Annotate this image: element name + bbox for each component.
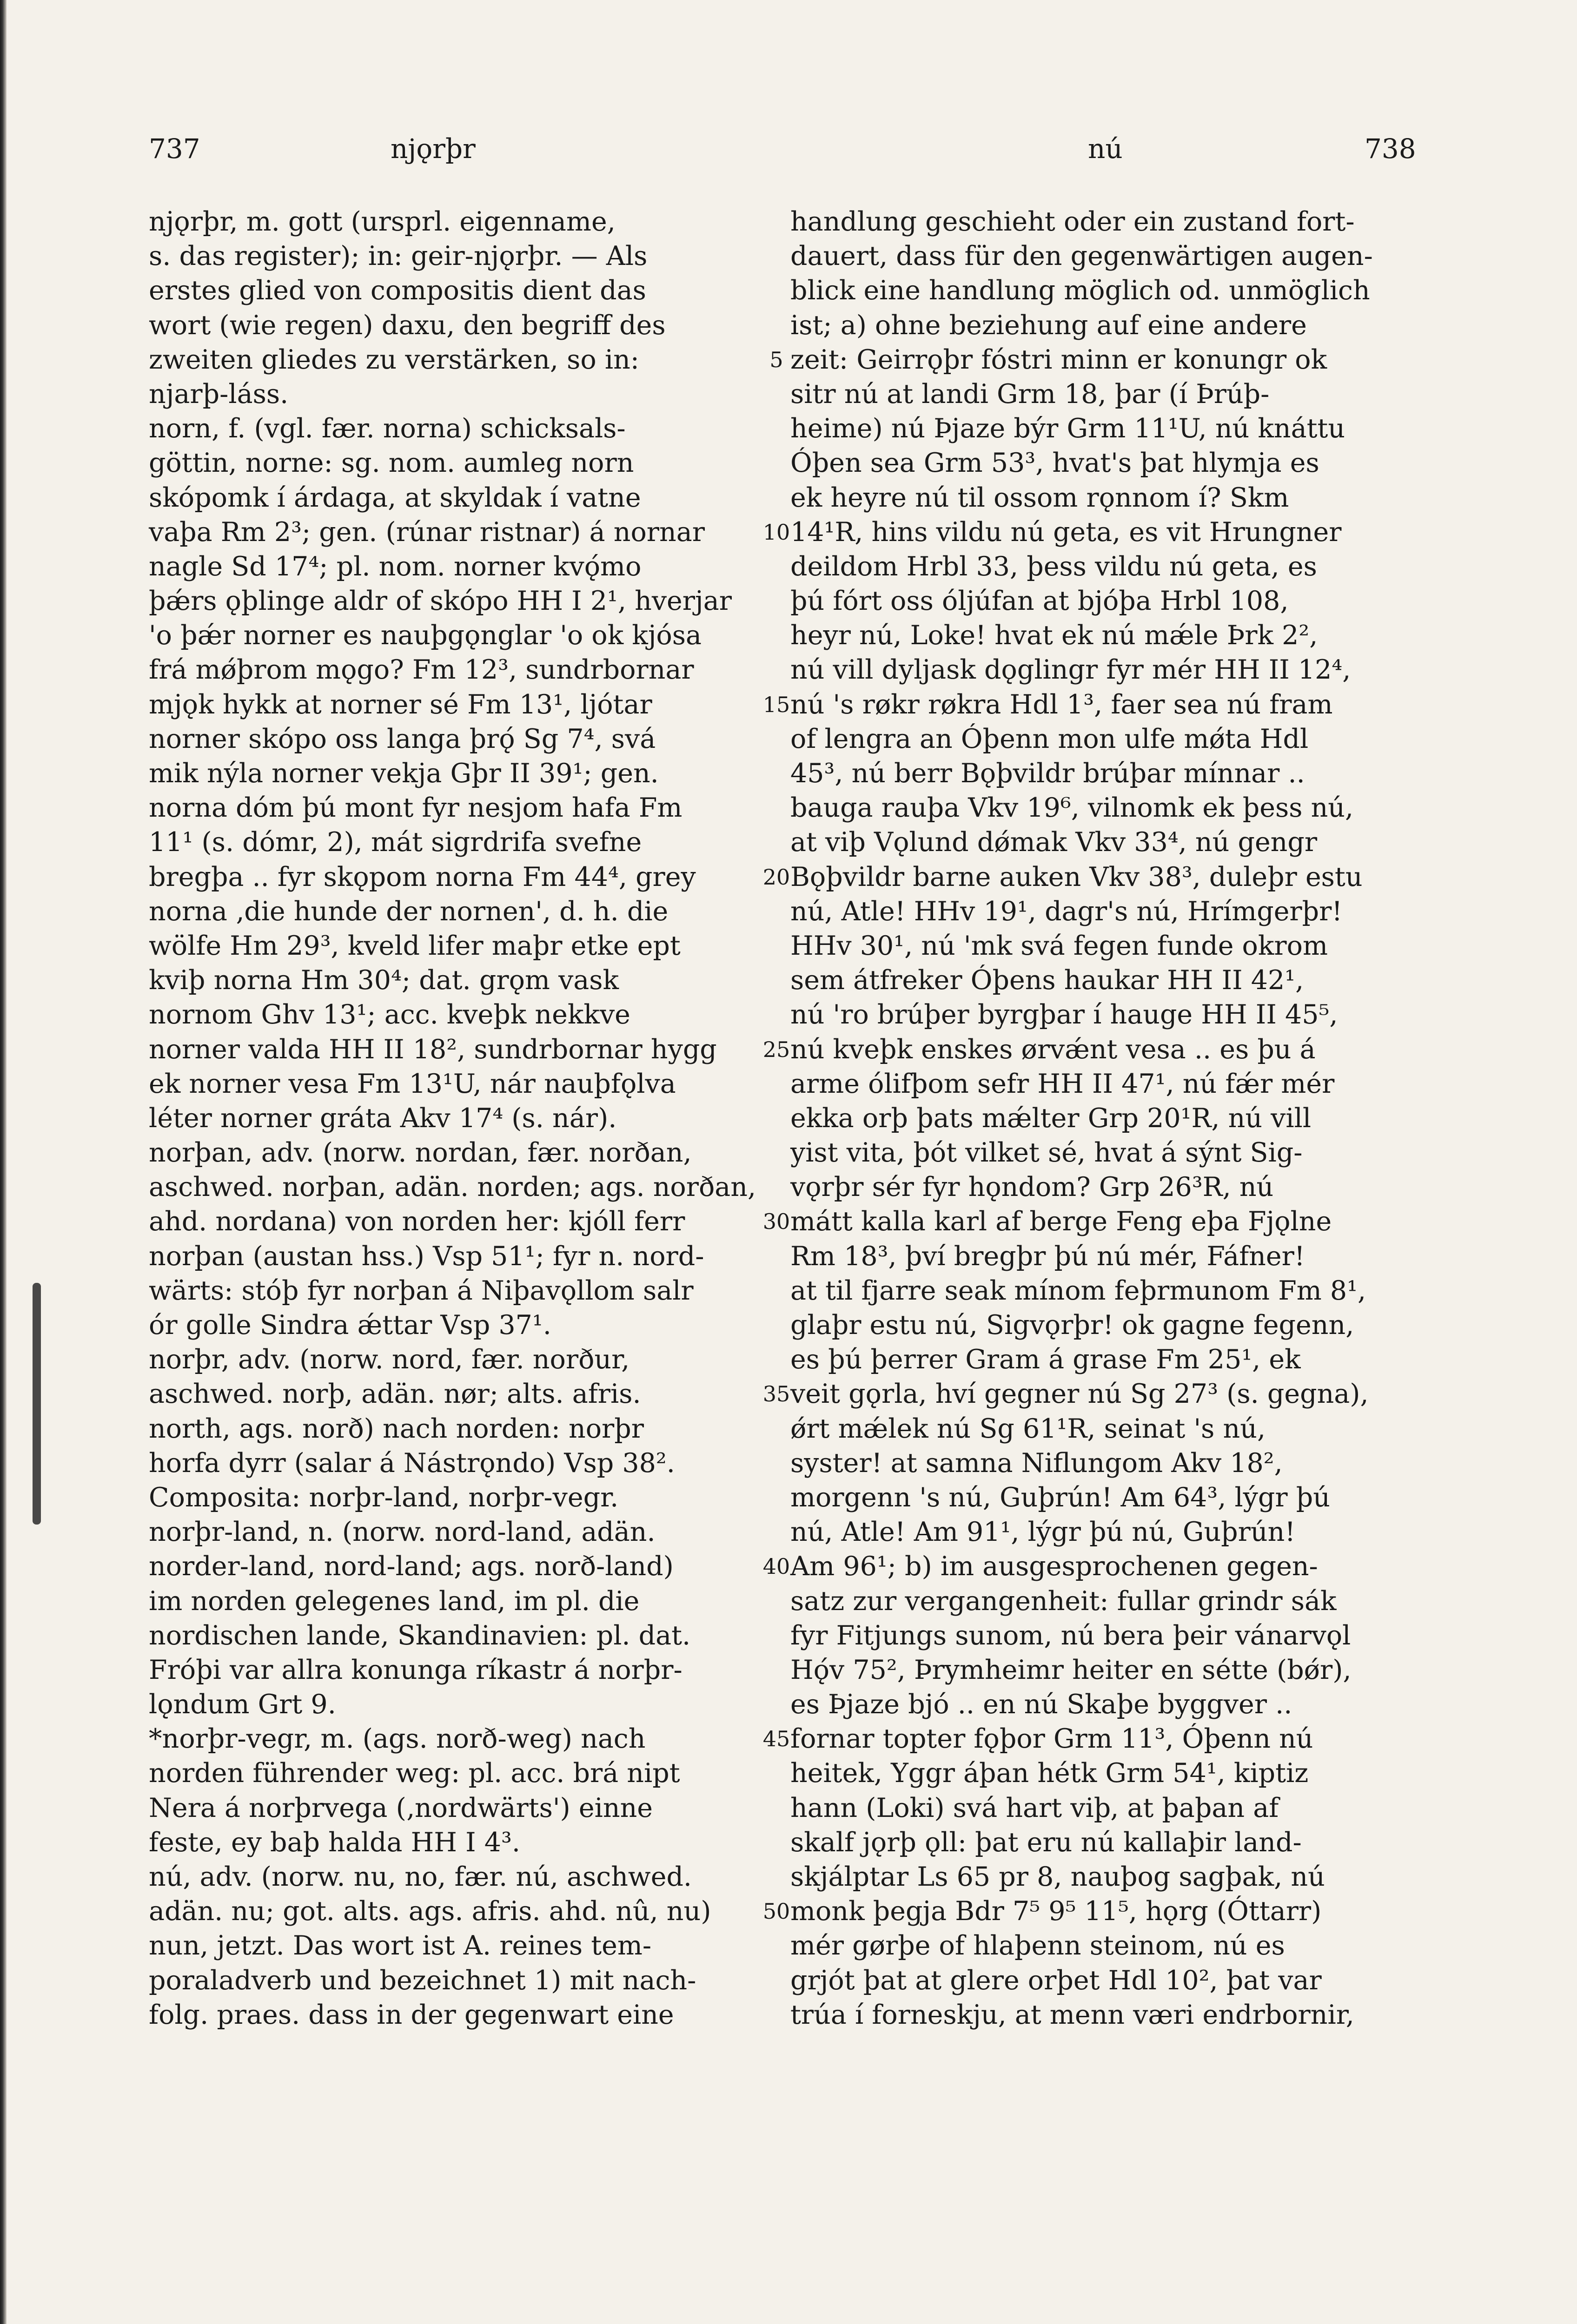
text-line: wärts: stóþ fyr norþan á Niþavǫllom salr: [149, 1275, 694, 1306]
text-line: im norden gelegenes land, im pl. die: [149, 1585, 640, 1617]
text-line: north, ags. norð) nach norden: norþr: [149, 1413, 644, 1444]
line-number: 45: [762, 1726, 790, 1752]
text-line: njǫrþr, m. gott (ursprl. eigenname,: [149, 206, 616, 237]
text-line: skalf jǫrþ ǫll: þat eru nú kallaþir land-: [790, 1827, 1302, 1858]
text-line: at viþ Vǫlund dǿmak Vkv 33⁴, nú gengr: [790, 827, 1318, 858]
line-number: 15: [762, 692, 790, 717]
text-line: arme ólifþom sefr HH II 47¹, nú fǽr mér: [790, 1068, 1335, 1099]
text-line: nú, adv. (norw. nu, no, fær. nú, aschwed.: [149, 1862, 692, 1892]
running-head-right: nú: [1088, 133, 1123, 165]
text-line: nordischen lande, Skandinavien: pl. dat.: [149, 1620, 691, 1651]
text-line: nú vill dyljask dǫglingr fyr mér HH II 12⁴,: [790, 654, 1351, 686]
text-line: vǫrþr sér fyr hǫndom? Grp 26³R, nú: [790, 1172, 1274, 1203]
text-line: Nera á norþrvega (‚nordwärts') einne: [149, 1792, 653, 1823]
text-line: lǫndum Grt 9.: [149, 1689, 336, 1720]
text-line: norden führender weg: pl. acc. brá nipt: [149, 1758, 680, 1789]
text-line: es þú þerrer Gram á grase Fm 25¹, ek: [790, 1344, 1301, 1375]
page-number-left: 737: [149, 133, 200, 165]
text-line: norna dóm þú mont fyr nesjom hafa Fm: [149, 792, 682, 824]
text-line: ek norner vesa Fm 13¹U, nár nauþfǫlva: [149, 1068, 676, 1099]
text-line: s. das register); in: geir-njǫrþr. — Als: [149, 241, 648, 272]
text-line: norner skópo oss langa þrǫ́ Sg 7⁴, svá: [149, 723, 656, 754]
text-line: horfa dyrr (salar á Nástrǫndo) Vsp 38².: [149, 1447, 675, 1479]
text-line: wölfe Hm 29³, kveld lifer maþr etke ept: [149, 930, 681, 961]
text-line: *norþr-vegr, m. (ags. norð-weg) nach: [149, 1723, 646, 1755]
text-line: mér gørþe of hlaþenn steinom, nú es: [790, 1930, 1285, 1961]
left-column: [149, 205, 756, 2032]
text-line: sem átfreker Óþens haukar HH II 42¹,: [790, 965, 1304, 996]
text-line: frá mǿþrom mǫgo? Fm 12³, sundrbornar: [149, 654, 694, 686]
text-line: grjót þat at glere orþet Hdl 10², þat var: [790, 1965, 1322, 1996]
text-line: norner valda HH II 18², sundrbornar hygg: [149, 1034, 717, 1065]
text-line: veit gǫrla, hví gegner nú Sg 27³ (s. gegna),: [790, 1379, 1369, 1410]
text-line: kviþ norna Hm 30⁴; dat. grǫm vask: [149, 965, 619, 996]
text-line: glaþr estu nú, Sigvǫrþr! ok gagne fegenn,: [790, 1310, 1354, 1340]
text-line: 11¹ (s. dómr, 2), mát sigrdrifa svefne: [149, 827, 642, 858]
text-line: feste, ey baþ halda HH I 4³.: [149, 1827, 521, 1858]
text-line: njarþ-láss.: [149, 378, 289, 409]
text-line: syster! at samna Niflungom Akv 18²,: [790, 1447, 1283, 1479]
text-line: þǽrs ǫþlinge aldr of skópo HH I 2¹, hverjar: [149, 586, 732, 617]
text-line: yist vita, þót vilket sé, hvat á sýnt Sig-: [790, 1137, 1303, 1169]
text-line: 45³, nú berr Bǫþvildr brúþar mínnar ..: [790, 758, 1305, 789]
text-line: at til fjarre seak mínom feþrmunom Fm 8¹,: [790, 1275, 1366, 1306]
text-line: vaþa Rm 2³; gen. (rúnar ristnar) á nornar: [149, 516, 705, 548]
text-line: Fróþi var allra konunga ríkastr á norþr-: [149, 1654, 682, 1685]
line-number: 25: [762, 1037, 790, 1062]
text-line: norþr-land, n. (norw. nord-land, adän.: [149, 1517, 656, 1548]
text-line: ór golle Sindra ǽttar Vsp 37¹.: [149, 1310, 551, 1340]
text-line: mjǫk hykk at norner sé Fm 13¹, ljótar: [149, 689, 652, 720]
text-line: HHv 30¹, nú 'mk svá fegen funde okrom: [790, 930, 1328, 961]
text-line: aschwed. norþan, adän. norden; ags. norðan,: [149, 1172, 756, 1203]
text-line: fornar topter fǫþor Grm 11³, Óþenn nú: [790, 1723, 1313, 1755]
text-line: nú, Atle! Am 91¹, lýgr þú nú, Guþrún!: [790, 1517, 1296, 1548]
line-number: 20: [762, 864, 790, 890]
text-line: nú kveþk enskes ørvǽnt vesa .. es þu á: [790, 1034, 1316, 1065]
text-line: heitek, Yggr áþan hétk Grm 54¹, kiptiz: [790, 1758, 1309, 1789]
text-line: fyr Fitjungs sunom, nú bera þeir vánarvǫl: [790, 1620, 1351, 1651]
text-line: handlung geschieht oder ein zustand fort-: [790, 206, 1355, 237]
text-line: sitr nú at landi Grm 18, þar (í Þrúþ-: [790, 378, 1270, 409]
text-line: trúa í forneskju, at menn væri endrbornir,: [790, 1999, 1354, 2030]
text-line: dauert, dass für den gegenwärtigen augen-: [790, 241, 1373, 272]
line-number: 35: [762, 1381, 790, 1407]
text-line: Composita: norþr-land, norþr-vegr.: [149, 1482, 619, 1513]
text-line: hann (Loki) svá hart viþ, at þaþan af: [790, 1792, 1279, 1823]
text-line: heyr nú, Loke! hvat ek nú mǽle Þrk 2²,: [790, 620, 1318, 651]
line-number: 40: [762, 1554, 790, 1579]
text-line: deildom Hrbl 33, þess vildu nú geta, es: [790, 551, 1317, 582]
text-line: göttin, norne: sg. nom. aumleg norn: [149, 448, 634, 479]
text-line: Hǫ́v 75², Þrymheimr heiter en sétte (bǿr),: [790, 1654, 1352, 1685]
text-line: ekka orþ þats mǽlter Grp 20¹R, nú vill: [790, 1103, 1312, 1134]
text-line: wort (wie regen) daxu, den begriff des: [149, 310, 666, 341]
text-line: ǿrt mǽlek nú Sg 61¹R, seinat 's nú,: [790, 1413, 1266, 1444]
text-line: þú fórt oss óljúfan at bjóþa Hrbl 108,: [790, 586, 1289, 617]
line-number: 10: [762, 519, 790, 545]
text-line: nú 's røkr røkra Hdl 1³, faer sea nú fram: [790, 689, 1333, 720]
text-line: zweiten gliedes zu verstärken, so in:: [149, 344, 640, 375]
text-line: morgenn 's nú, Guþrún! Am 64³, lýgr þú: [790, 1482, 1330, 1513]
text-line: nagle Sd 17⁴; pl. nom. norner kvǫ́mo: [149, 551, 642, 582]
text-line: norn, f. (vgl. fær. norna) schicksals-: [149, 413, 626, 444]
text-line: ahd. nordana) von norden her: kjóll ferr: [149, 1206, 685, 1237]
text-line: heime) nú Þjaze býr Grm 11¹U, nú knáttu: [790, 413, 1345, 444]
line-number: 5: [769, 347, 783, 372]
text-line: norþan, adv. (norw. nordan, fær. norðan,: [149, 1137, 692, 1169]
text-line: mátt kalla karl af berge Feng eþa Fjǫlne: [790, 1206, 1332, 1237]
text-line: norna ‚die hunde der nornen', d. h. die: [149, 896, 669, 927]
scan-smudge: [33, 1283, 41, 1525]
text-line: Bǫþvildr barne auken Vkv 38³, duleþr estu: [790, 861, 1363, 892]
text-line: Am 96¹; b) im ausgesprochenen gegen-: [790, 1551, 1318, 1582]
text-line: nun, jetzt. Das wort ist A. reines tem-: [149, 1930, 652, 1961]
line-number-gutter: [762, 205, 790, 2032]
text-line: norder-land, nord-land; ags. norð-land): [149, 1551, 674, 1582]
text-line: ist; a) ohne beziehung auf eine andere: [790, 310, 1307, 341]
text-line: léter norner gráta Akv 17⁴ (s. nár).: [149, 1103, 617, 1134]
page-number-right: 738: [1365, 133, 1416, 165]
text-line: bauga rauþa Vkv 19⁶, vilnomk ek þess nú,: [790, 792, 1354, 824]
text-line: poraladverb und bezeichnet 1) mit nach-: [149, 1965, 696, 1996]
text-line: nornom Ghv 13¹; acc. kveþk nekkve: [149, 999, 630, 1030]
text-line: nú 'ro brúþer byrgþar í hauge HH II 45⁵,: [790, 999, 1338, 1030]
text-line: skjálptar Ls 65 pr 8, nauþog sagþak, nú: [790, 1862, 1325, 1892]
text-line: norþan (austan hss.) Vsp 51¹; fyr n. nord-: [149, 1241, 704, 1272]
text-line: 14¹R, hins vildu nú geta, es vit Hrungner: [790, 516, 1342, 548]
text-line: mik nýla norner vekja Gþr II 39¹; gen.: [149, 758, 659, 789]
text-line: skópomk í árdaga, at skyldak í vatne: [149, 482, 641, 513]
running-head-left: njǫrþr: [391, 133, 476, 165]
text-line: aschwed. norþ, adän. nør; alts. afris.: [149, 1379, 641, 1410]
text-line: es Þjaze bjó .. en nú Skaþe byggver ..: [790, 1689, 1292, 1720]
text-line: Óþen sea Grm 53³, hvat's þat hlymja es: [790, 448, 1319, 479]
text-line: 'o þǽr norner es nauþgǫnglar 'o ok kjósa: [149, 620, 702, 651]
text-line: of lengra an Óþenn mon ulfe mǿta Hdl: [790, 723, 1309, 754]
text-line: norþr, adv. (norw. nord, fær. norður,: [149, 1344, 630, 1375]
text-line: bregþa .. fyr skǫpom norna Fm 44⁴, grey: [149, 861, 696, 892]
text-line: folg. praes. dass in der gegenwart eine: [149, 1999, 674, 2030]
text-line: monk þegja Bdr 7⁵ 9⁵ 11⁵, hǫrg (Óttarr): [790, 1896, 1322, 1927]
page-binding-edge: [0, 0, 7, 2324]
text-line: Rm 18³, því bregþr þú nú mér, Fáfner!: [790, 1241, 1305, 1272]
text-line: nú, Atle! HHv 19¹, dagr's nú, Hrímgerþr!: [790, 896, 1343, 927]
text-line: ek heyre nú til ossom rǫnnom í? Skm: [790, 482, 1289, 513]
text-line: satz zur vergangenheit: fullar grindr sák: [790, 1585, 1337, 1617]
text-line: zeit: Geirrǫþr fóstri minn er konungr ok: [790, 344, 1327, 375]
text-line: blick eine handlung möglich od. unmöglich: [790, 275, 1370, 306]
text-line: adän. nu; got. alts. ags. afris. ahd. nû, nu): [149, 1896, 711, 1927]
line-number: 50: [762, 1899, 790, 1924]
line-number: 30: [762, 1209, 790, 1235]
text-line: erstes glied von compositis dient das: [149, 275, 646, 306]
right-column: [790, 205, 1432, 2032]
